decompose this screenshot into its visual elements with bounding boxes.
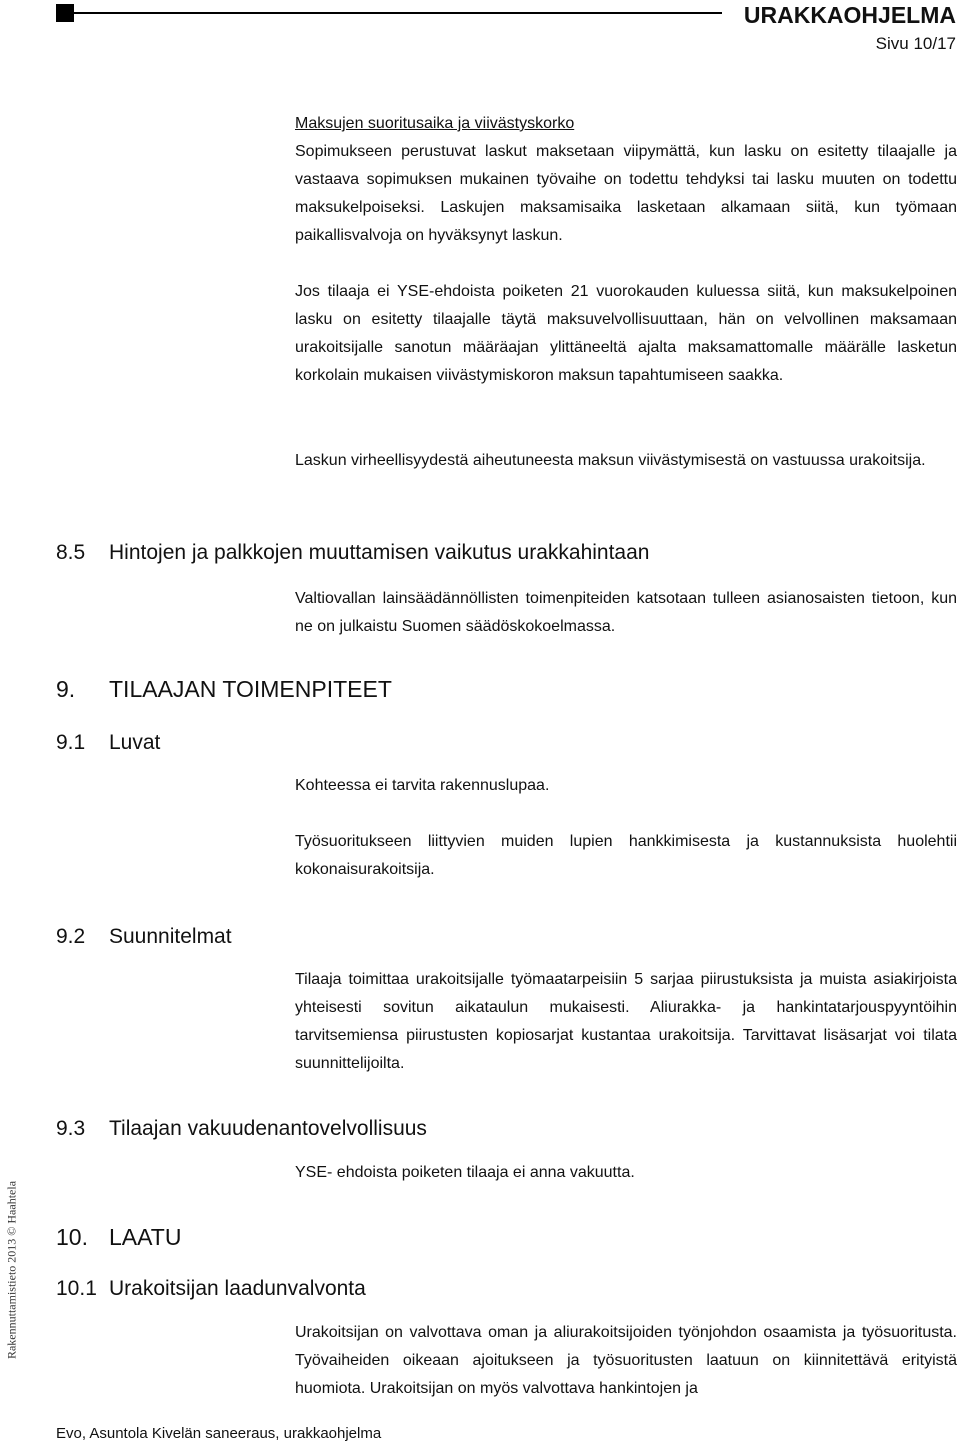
section-number: 9.2 <box>56 925 86 948</box>
paragraph: Urakoitsijan on valvottava oman ja aliurakoitsijoiden työnjohdon osaamista ja työsuoritusta. Työvaiheiden oikeaan ajoitukseen ja työsuoritusten laatuun on kiinnitettävä erityistä huomiota. Urakoitsijan on myös valvottava hankintojen ja <box>295 1324 957 1397</box>
page-number: Sivu 10/17 <box>875 34 956 53</box>
paragraph: YSE- ehdoista poiketen tilaaja ei anna vakuutta. <box>295 1164 635 1181</box>
section-number: 9.1 <box>56 731 86 754</box>
chapter-heading <box>56 1224 181 1251</box>
section-number: 8.5 <box>56 541 86 564</box>
section-title: Luvat <box>109 731 161 754</box>
paragraph: Jos tilaaja ei YSE-ehdoista poiketen 21 vuorokauden kuluessa siitä, kun maksukelpoinen lasku on esitetty tilaajalle täytä maksuvelvollisuuttaan, hän on velvollinen maksamaan urakoitsijalle sanotun määräajan ylittäneeltä ajalta maksamattomalle määrälle lasketun korkolain mukaisen viivästymiskoron maksun tapahtumiseen saakka. <box>295 283 957 384</box>
header-rule <box>74 12 722 14</box>
chapter-number: 9. <box>56 676 76 702</box>
document-title: URAKKAOHJELMA <box>743 2 956 28</box>
paragraph: Tilaaja toimittaa urakoitsijalle työmaatarpeisiin 5 sarjaa piirustuksista ja muista asiakirjoista yhteisesti sovitun aikataulun mukaisesti. Aliurakka- ja hankintatarjouspyyntöihin tarvitsemiensa piirustusten kopiosarjat kustantaa urakoitsija. Tarvittavat lisäsarjat voi tilata suunnittelijoilta. <box>295 971 957 1072</box>
chapter-title: LAATU <box>109 1224 182 1250</box>
paragraph: Valtiovallan lainsäädännöllisten toimenpiteiden katsotaan tulleen asianosaisten tietoon, kun ne on julkaistu Suomen säädöskokoelmassa. <box>295 590 957 635</box>
section-heading <box>56 925 232 949</box>
page-footer: Evo, Asuntola Kivelän saneeraus, urakkaohjelma <box>56 1425 382 1442</box>
section-heading <box>56 1117 427 1141</box>
paragraph: Laskun virheellisyydestä aiheutuneesta maksun viivästymisestä on vastuussa urakoitsija. <box>295 452 926 469</box>
section-heading <box>56 1277 366 1301</box>
section-title: Suunnitelmat <box>109 925 232 948</box>
copyright-text: Rakennuttamistieto 2013 © Haahtela <box>4 1180 19 1360</box>
copyright-vertical <box>0 1180 24 1360</box>
chapter-title: TILAAJAN TOIMENPITEET <box>109 676 392 702</box>
header-square <box>56 4 74 22</box>
section-title: Hintojen ja palkkojen muuttamisen vaikutus urakkahintaan <box>109 541 650 564</box>
section-number: 9.3 <box>56 1117 86 1140</box>
section-subheading: Maksujen suoritusaika ja viivästyskorko <box>295 115 575 132</box>
paragraph: Työsuoritukseen liittyvien muiden lupien hankkimisesta ja kustannuksista huolehtii kokonaisurakoitsija. <box>295 833 957 878</box>
section-title: Urakoitsijan laadunvalvonta <box>109 1277 366 1300</box>
section-heading <box>56 541 649 565</box>
section-title: Tilaajan vakuudenantovelvollisuus <box>109 1117 427 1140</box>
paragraph: Kohteessa ei tarvita rakennuslupaa. <box>295 777 550 794</box>
paragraph: Sopimukseen perustuvat laskut maksetaan viipymättä, kun lasku on esitetty tilaajalle ja vastaava sopimuksen mukainen työvaihe on todettu tehdyksi tai lasku muuten on todettu maksukelpoiseksi. Laskujen maksamisaika lasketaan alkamaan siitä, kun työmaan paikallisvalvoja on hyväksynyt laskun. <box>295 143 957 244</box>
chapter-heading <box>56 676 392 703</box>
chapter-number: 10. <box>56 1224 88 1250</box>
section-number: 10.1 <box>56 1277 97 1300</box>
section-heading <box>56 731 160 755</box>
